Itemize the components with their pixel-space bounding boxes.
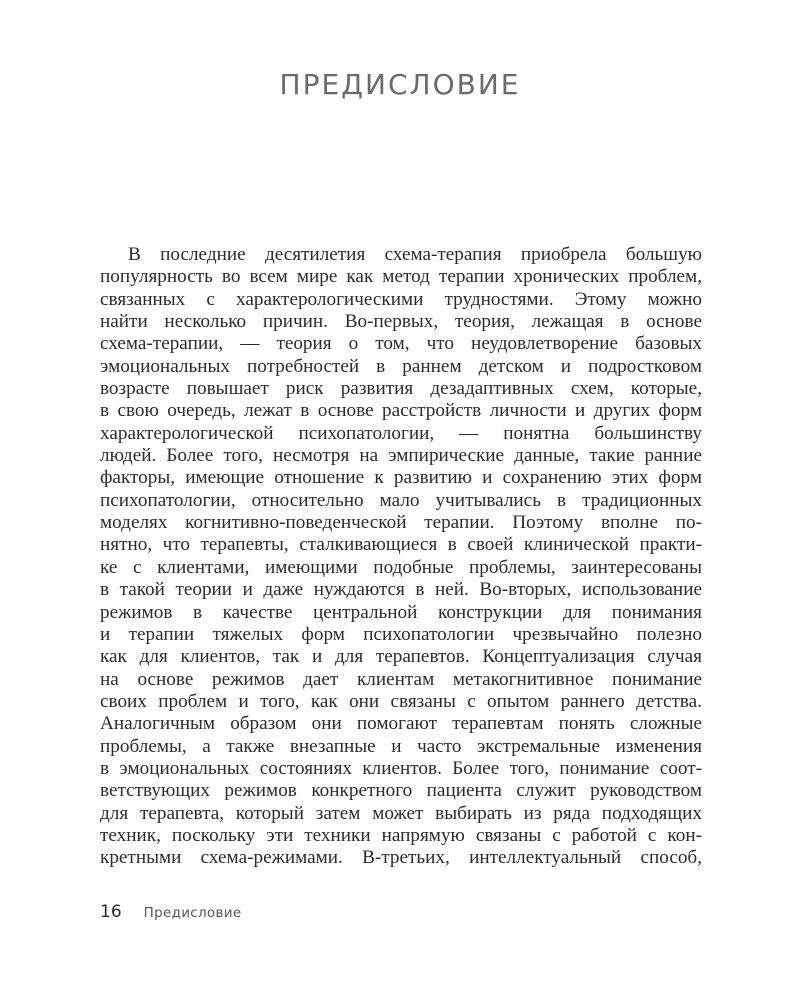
- text-line: как для клиентов, так и для терапевтов. Концептуализация случая: [100, 646, 702, 668]
- text-line: в свою очередь, лежат в основе расстройств личности и других форм: [100, 400, 702, 422]
- text-line: режимов в качестве центральной конструкции для понимания: [100, 601, 702, 623]
- text-line: характерологической психопатологии, — понятна большинству: [100, 422, 702, 444]
- chapter-title: ПРЕДИСЛОВИЕ: [279, 68, 521, 101]
- text-line: на основе режимов дает клиентам метакогнитивное понимание: [100, 668, 702, 690]
- text-line: для терапевта, который затем может выбирать из ряда подходящих: [100, 802, 702, 824]
- text-line: возрасте повышает риск развития дезадаптивных схем, которые,: [100, 378, 702, 400]
- text-line: и терапии тяжелых форм психопатологии чрезвычайно полезно: [100, 623, 702, 645]
- text-line: психопатологии, относительно мало учитывались в традиционных: [100, 489, 702, 511]
- text-line: людей. Более того, несмотря на эмпирические данные, такие ранние: [100, 445, 702, 467]
- text-line: найти несколько причин. Во-первых, теория, лежащая в основе: [100, 311, 702, 333]
- text-line: техник, поскольку эти техники напрямую связаны с работой с кон-: [100, 824, 702, 846]
- text-line: в эмоциональных состояниях клиентов. Более того, понимание соот-: [100, 757, 702, 779]
- running-head: Предисловие: [143, 905, 242, 921]
- text-line: своих проблем и того, как они связаны с опытом раннего детства.: [100, 690, 702, 712]
- text-line: ке с клиентами, имеющими подобные проблемы, заинтересованы: [100, 556, 702, 578]
- text-line: моделях когнитивно-поведенческой терапии. Поэтому вполне по-: [100, 512, 702, 534]
- text-line: В последние десятилетия схема-терапия приобрела большую: [128, 244, 702, 265]
- text-line: схема-терапии, — теория о том, что неудовлетворение базовых: [100, 333, 702, 355]
- text-line: в такой теории и даже нуждаются в ней. Во-вторых, использование: [100, 579, 702, 601]
- text-line: Аналогичным образом они помогают терапевтам понять сложные: [100, 713, 702, 735]
- text-line: популярность во всем мире как метод терапии хронических проблем,: [100, 266, 702, 288]
- page-footer: [100, 902, 241, 922]
- page-number: 16: [100, 902, 122, 922]
- text-line: связанных с характерологическими трудностями. Этому можно: [100, 288, 702, 310]
- text-line: ветствующих режимов конкретного пациента служит руководством: [100, 780, 702, 802]
- text-line: эмоциональных потребностей в раннем детском и подростковом: [100, 355, 702, 377]
- text-line: факторы, имеющие отношение к развитию и сохранению этих форм: [100, 467, 702, 489]
- text-line: нятно, что терапевты, сталкивающиеся в своей клинической практи-: [100, 534, 702, 556]
- text-line: проблемы, а также внезапные и часто экстремальные изменения: [100, 735, 702, 757]
- text-line: кретными схема-режимами. В-третьих, интеллектуальный способ,: [100, 847, 702, 869]
- body-paragraph: [100, 244, 702, 870]
